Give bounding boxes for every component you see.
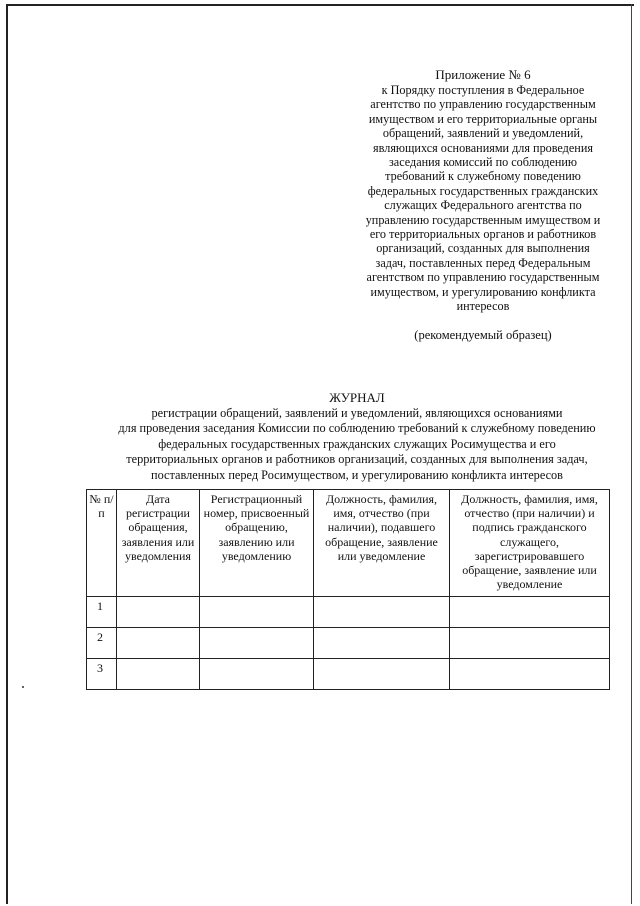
table-cell [200, 659, 314, 690]
appendix-line: интересов [456, 299, 510, 314]
scan-border-top [6, 4, 634, 6]
appendix-text [366, 83, 601, 313]
appendix-line: являющихся основаниями для проведения [373, 140, 593, 155]
appendix-header [338, 66, 628, 342]
appendix-line: к Порядку поступления в Федеральное [381, 83, 585, 97]
row-number: 1 [87, 597, 117, 628]
header-registration-number: Регистрационный номер, присвоенный обращению, заявлению или уведомлению [200, 490, 314, 597]
table-cell [117, 628, 200, 659]
appendix-line: имуществом и его территориальные органы [368, 111, 598, 126]
table-cell [450, 659, 610, 690]
table-row [87, 597, 610, 628]
table-header-row [87, 490, 610, 597]
header-registration-date: Дата регистрации обращения, заявления или уведомления [117, 490, 200, 597]
journal-line: федеральных государственных гражданских служащих Росимущества и его [158, 436, 556, 451]
table-cell [314, 597, 450, 628]
header-registrar: Должность, фамилия, имя, отчество (при наличии) и подпись гражданского служащего, зарегистрировавшего обращение, заявление или уведомление [450, 490, 610, 597]
table-cell [200, 628, 314, 659]
appendix-line: организаций, созданных для выполнения [376, 241, 590, 256]
journal-line: территориальных органов и работников организаций, созданных для выполнения задач, [126, 452, 588, 467]
table-cell [314, 628, 450, 659]
header-applicant: Должность, фамилия, имя, отчество (при наличии), подавшего обращение, заявление или уведомление [314, 490, 450, 597]
appendix-line: его территориальных органов и работников [369, 227, 597, 242]
appendix-line: агентством по управлению государственным [366, 270, 600, 285]
scan-speck [22, 686, 24, 688]
table-cell [117, 597, 200, 628]
journal-heading [74, 390, 640, 483]
appendix-line: обращений, заявлений и уведомлений, [382, 126, 584, 141]
appendix-line: имуществом, и урегулированию конфликта [370, 284, 596, 299]
appendix-line: требований к служебному поведению [385, 169, 581, 184]
header-number: № п/п [87, 490, 117, 597]
journal-line: регистрации обращений, заявлений и уведомлений, являющихся основаниями [151, 406, 563, 420]
table-row [87, 659, 610, 690]
appendix-line: задач, поставленных перед Федеральным [375, 255, 591, 270]
table-cell [314, 659, 450, 690]
appendix-line: управлению государственным имуществом и [365, 212, 601, 227]
table-row [87, 628, 610, 659]
table-cell [450, 628, 610, 659]
table-cell [117, 659, 200, 690]
appendix-line: агентство по управлению государственным [370, 97, 596, 112]
appendix-title: Приложение № 6 [435, 67, 531, 82]
journal-line: поставленных перед Росимуществом, и урегулированию конфликта интересов [150, 467, 563, 482]
recommended-sample-note: (рекомендуемый образец) [414, 327, 552, 342]
appendix-line: заседания комиссий по соблюдению [388, 155, 578, 170]
journal-line: для проведения заседания Комиссии по соблюдению требований к служебному поведению [118, 421, 596, 436]
table-cell [200, 597, 314, 628]
registration-table [86, 489, 610, 690]
journal-title: ЖУРНАЛ [329, 390, 385, 405]
row-number: 3 [87, 659, 117, 690]
appendix-line: федеральных государственных гражданских [367, 183, 599, 198]
row-number: 2 [87, 628, 117, 659]
scan-border-left [6, 4, 8, 904]
appendix-line: служащих Федерального агентства по [384, 198, 582, 213]
table-cell [450, 597, 610, 628]
